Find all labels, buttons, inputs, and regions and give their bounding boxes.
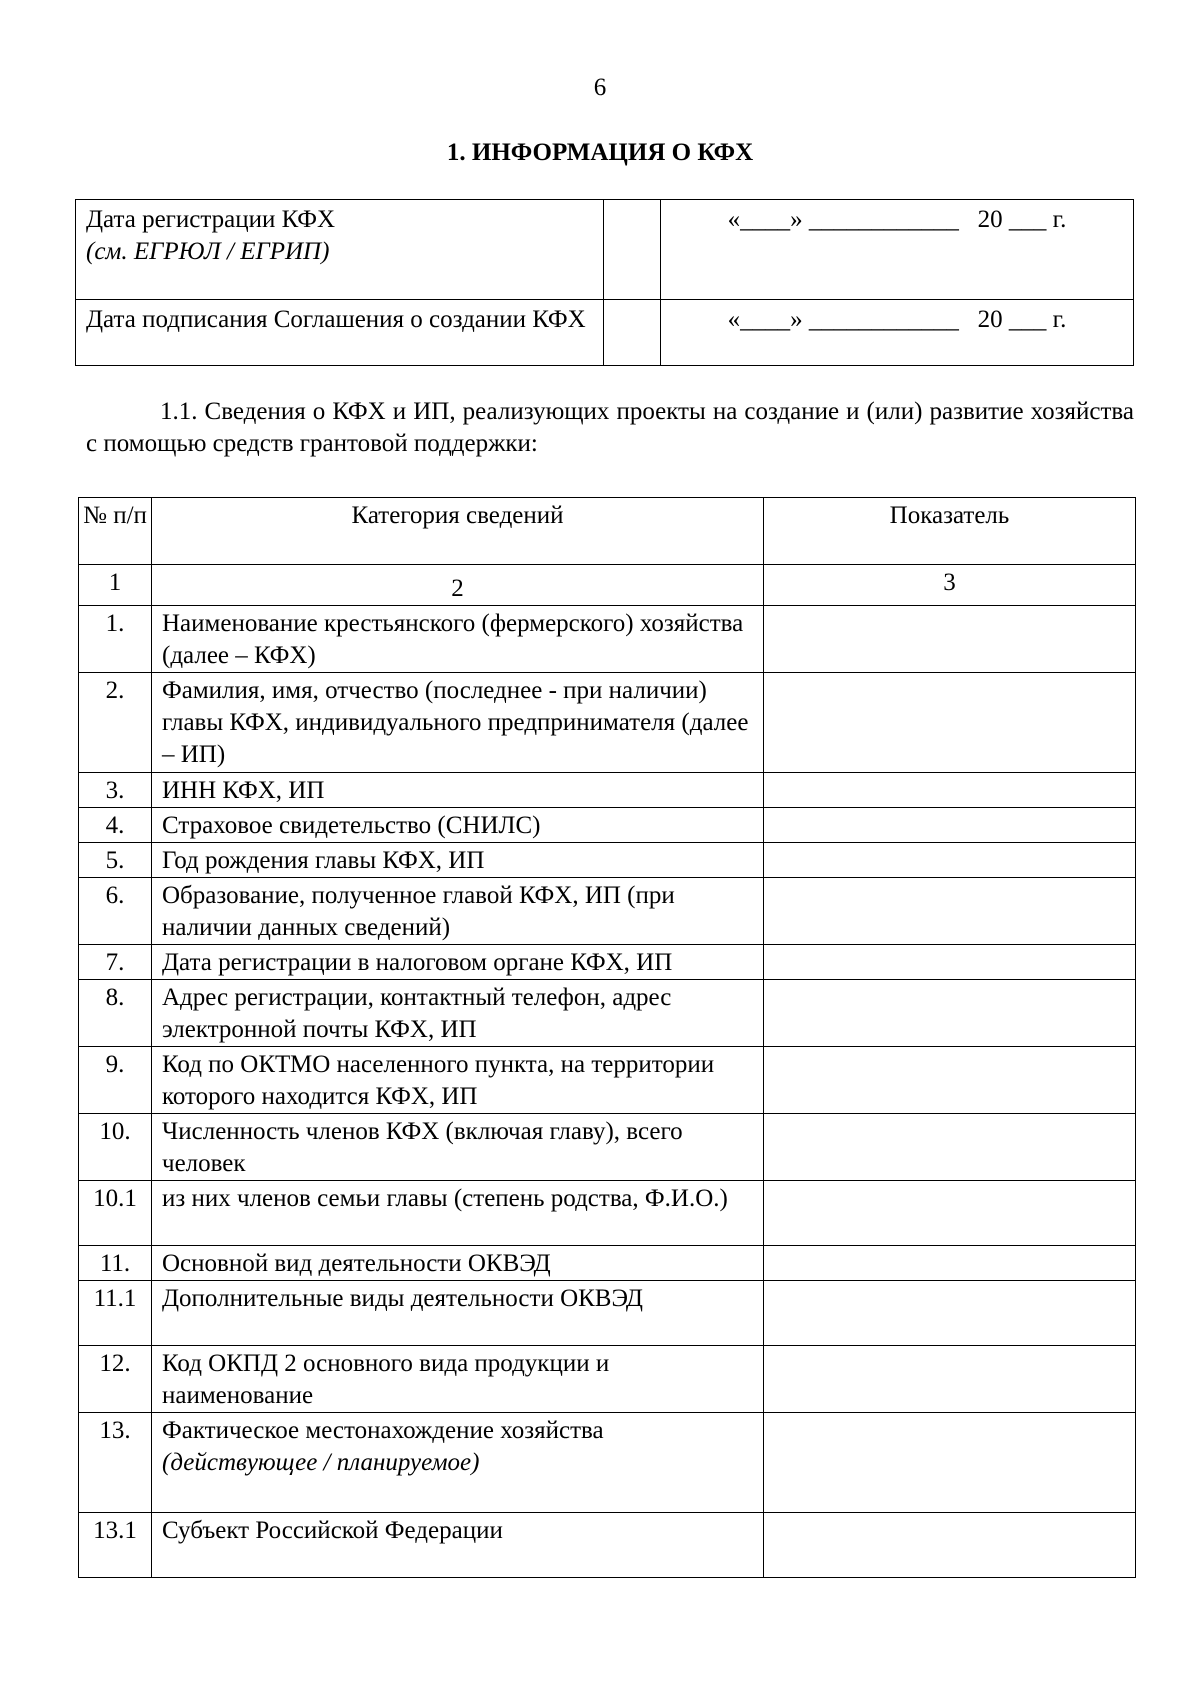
- table-row: [79, 808, 1136, 843]
- table-row: [79, 606, 1136, 673]
- registration-date-spacer-cell: [604, 200, 661, 300]
- agreement-date-label: Дата подписания Соглашения о создании КФХ: [86, 306, 586, 333]
- row-value-cell[interactable]: [764, 1047, 1136, 1114]
- row-num: 8.: [79, 980, 152, 1047]
- registration-date-label: Дата регистрации КФХ: [86, 206, 335, 233]
- row-category: Страховое свидетельство (СНИЛС): [152, 808, 764, 843]
- row-value-cell[interactable]: [764, 843, 1136, 878]
- row-num: 13.1: [79, 1513, 152, 1578]
- row-category-cell: [152, 1413, 764, 1513]
- agreement-date-value[interactable]: «____» ____________ 20 ___ г.: [661, 300, 1134, 366]
- row-category: Образование, полученное главой КФХ, ИП (при наличии данных сведений): [152, 878, 764, 945]
- row-num: 12.: [79, 1346, 152, 1413]
- row-category: Фамилия, имя, отчество (последнее - при наличии) главы КФХ, индивидуального предпринимателя (далее – ИП): [152, 673, 764, 773]
- row-category: Адрес регистрации, контактный телефон, адрес электронной почты КФХ, ИП: [152, 980, 764, 1047]
- table-row: [79, 773, 1136, 808]
- header-category: Категория сведений: [152, 498, 764, 565]
- table-row: [79, 878, 1136, 945]
- agreement-date-label-cell: [76, 300, 604, 366]
- table-row: [79, 1246, 1136, 1281]
- row-category: ИНН КФХ, ИП: [152, 773, 764, 808]
- row-num: 5.: [79, 843, 152, 878]
- intro-paragraph: 1.1. Сведения о КФХ и ИП, реализующих проекты на создание и (или) развитие хозяйства с помощью средств грантовой поддержки:: [86, 398, 1134, 457]
- registration-date-row: [76, 200, 1134, 300]
- row-value-cell[interactable]: [764, 1181, 1136, 1246]
- row-category: Год рождения главы КФХ, ИП: [152, 843, 764, 878]
- column-number-2: 2: [152, 565, 764, 606]
- page-number: 6: [593, 74, 607, 101]
- table-row: [79, 1346, 1136, 1413]
- row-value-cell[interactable]: [764, 1246, 1136, 1281]
- table-row: [79, 980, 1136, 1047]
- row-value-cell[interactable]: [764, 673, 1136, 773]
- agreement-date-spacer-cell: [604, 300, 661, 366]
- row-category: Численность членов КФХ (включая главу), всего человек: [152, 1114, 764, 1181]
- row-num: 6.: [79, 878, 152, 945]
- row-num: 10.1: [79, 1181, 152, 1246]
- kfh-info-table: [78, 497, 1136, 1578]
- registration-dates-table: [75, 199, 1134, 366]
- table-row: [79, 843, 1136, 878]
- row-category: Наименование крестьянского (фермерского) хозяйства (далее – КФХ): [152, 606, 764, 673]
- row-num: 11.: [79, 1246, 152, 1281]
- row-num: 1.: [79, 606, 152, 673]
- row-value-cell[interactable]: [764, 1413, 1136, 1513]
- row-num: 13.: [79, 1413, 152, 1513]
- section-title: 1. ИНФОРМАЦИЯ О КФХ: [446, 139, 754, 166]
- row-value-cell[interactable]: [764, 1513, 1136, 1578]
- row-category: Фактическое местонахождение хозяйства: [162, 1417, 604, 1444]
- header-num: № п/п: [79, 498, 152, 565]
- row-num: 11.1: [79, 1281, 152, 1346]
- table-row: [79, 945, 1136, 980]
- table-row: [79, 1114, 1136, 1181]
- row-category: Код ОКПД 2 основного вида продукции и наименование: [152, 1346, 764, 1413]
- registration-date-value[interactable]: «____» ____________ 20 ___ г.: [661, 200, 1134, 300]
- row-num: 7.: [79, 945, 152, 980]
- row-value-cell[interactable]: [764, 808, 1136, 843]
- column-number-1: 1: [79, 565, 152, 606]
- table-header-row: [79, 498, 1136, 565]
- row-value-cell[interactable]: [764, 1346, 1136, 1413]
- header-value: Показатель: [764, 498, 1136, 565]
- row-category: Субъект Российской Федерации: [152, 1513, 764, 1578]
- column-number-3: 3: [764, 565, 1136, 606]
- table-row: [79, 1513, 1136, 1578]
- table-row: [79, 1413, 1136, 1513]
- row-category: из них членов семьи главы (степень родства, Ф.И.О.): [152, 1181, 764, 1246]
- row-category: Дата регистрации в налоговом органе КФХ, ИП: [152, 945, 764, 980]
- row-num: 10.: [79, 1114, 152, 1181]
- table-row: [79, 1181, 1136, 1246]
- agreement-date-row: [76, 300, 1134, 366]
- row-value-cell[interactable]: [764, 945, 1136, 980]
- row-num: 2.: [79, 673, 152, 773]
- row-value-cell[interactable]: [764, 980, 1136, 1047]
- row-value-cell[interactable]: [764, 878, 1136, 945]
- row-value-cell[interactable]: [764, 1281, 1136, 1346]
- table-row: [79, 673, 1136, 773]
- registration-date-note: (см. ЕГРЮЛ / ЕГРИП): [86, 238, 330, 265]
- registration-date-label-cell: [76, 200, 604, 300]
- row-category: Дополнительные виды деятельности ОКВЭД: [152, 1281, 764, 1346]
- table-row: [79, 1047, 1136, 1114]
- row-value-cell[interactable]: [764, 1114, 1136, 1181]
- row-num: 9.: [79, 1047, 152, 1114]
- row-category: Основной вид деятельности ОКВЭД: [152, 1246, 764, 1281]
- row-value-cell[interactable]: [764, 606, 1136, 673]
- column-number-row: [79, 565, 1136, 606]
- row-num: 3.: [79, 773, 152, 808]
- row-category: Код по ОКТМО населенного пункта, на территории которого находится КФХ, ИП: [152, 1047, 764, 1114]
- row-num: 4.: [79, 808, 152, 843]
- row-category-note: (действующее / планируемое): [162, 1449, 480, 1476]
- row-value-cell[interactable]: [764, 773, 1136, 808]
- table-row: [79, 1281, 1136, 1346]
